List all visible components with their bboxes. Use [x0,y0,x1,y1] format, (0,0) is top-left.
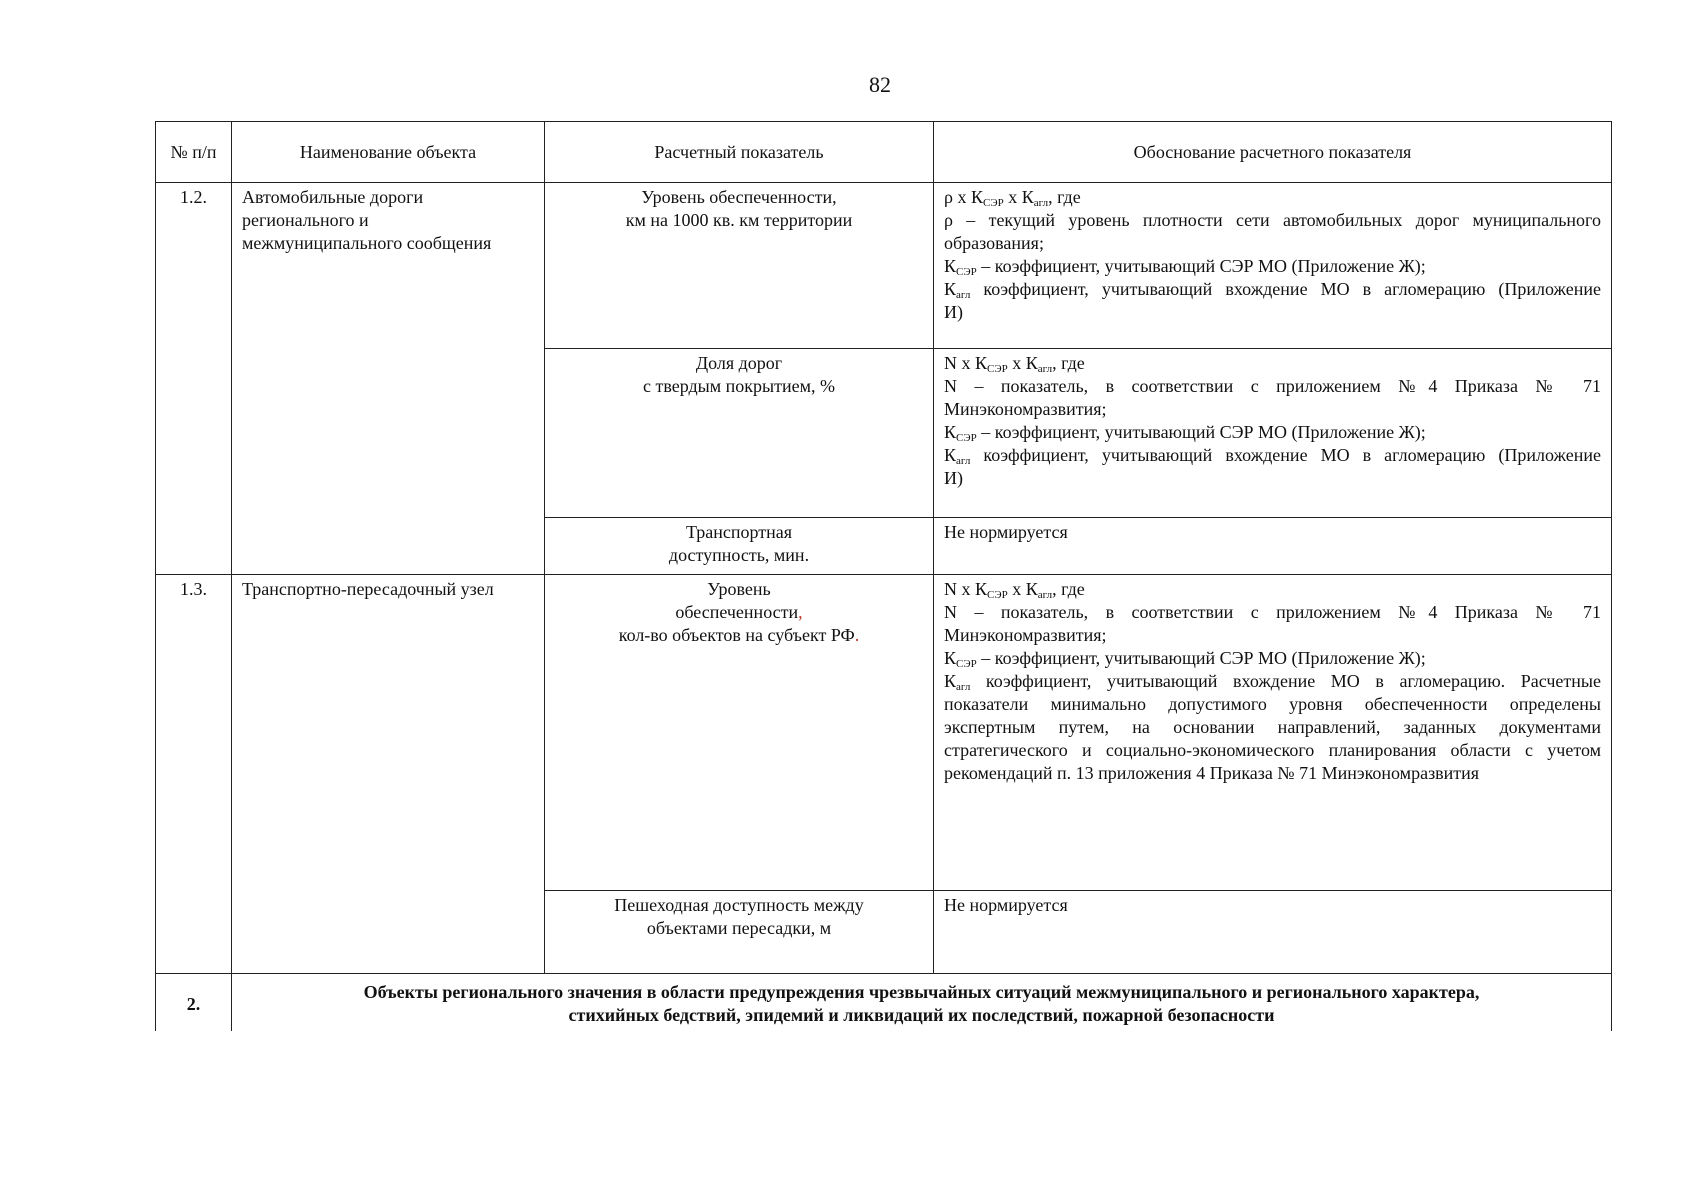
basis-cell [934,575,1612,891]
basis-cell: Не нормируется [934,891,1612,974]
indicator-line: доступность, мин. [668,545,810,565]
row-number: 1.2. [156,183,232,575]
basis-line: стратегического и социально-экономического планирования области с учетом [944,740,1601,760]
indicator-line: Пешеходная доступность между [614,895,864,915]
basis-cell [934,183,1612,349]
page-number: 82 [869,72,891,97]
section-number: 2. [156,974,232,1031]
basis-line: $К_{агл}$ коэффициент, учитывающий вхождение МО в агломерацию (Приложение [944,279,1601,301]
basis-line: образования; [944,233,1044,253]
basis-line: экспертным путем, на основании направлений, заданных документами [944,717,1601,737]
row-number: 1.3. [156,575,232,974]
header-name: Наименование объекта [232,122,545,183]
indicator-cell [545,518,934,575]
indicator-cell [545,575,934,891]
indicator-line: кол-во объектов на субъект РФ. [618,625,860,645]
header-indicator: Расчетный показатель [545,122,934,183]
basis-cell [934,349,1612,518]
object-name-line: Автомобильные дороги [242,187,424,207]
header-num: № п/п [156,122,232,183]
object-name-line: межмуниципального сообщения [242,233,492,253]
indicator-cell [545,349,934,518]
header-basis: Обоснование расчетного показателя [934,122,1612,183]
basis-line: Минэкономразвития; [944,399,1107,419]
object-name-line: регионального и [242,210,369,230]
indicator-line: Доля дорог [695,353,783,373]
basis-line: И) [944,468,963,488]
basis-line: $К_{СЭР}$ – коэффициент, учитывающий СЭР МО (Приложение Ж); [944,422,1426,444]
basis-cell: Не нормируется [934,518,1612,575]
indicator-line: км на 1000 кв. км территории [625,210,853,230]
indicator-cell [545,183,934,349]
basis-line: N – показатель, в соответствии с приложением №4 Приказа № 71 [944,376,1601,396]
indicator-line: Уровень [707,579,771,599]
indicator-line: обеспеченности, [675,602,803,622]
indicator-line: с твердым покрытием, % [643,376,835,396]
indicator-line: Транспортная [685,522,793,542]
indicator-line: объектами пересадки, м [646,918,832,938]
formula-line: N x $К_{СЭР}$ x $К_{агл}$, где [944,353,1085,375]
table-row [156,183,1612,349]
indicator-cell [545,891,934,974]
formula-line: N x $К_{СЭР}$ x $К_{агл}$, где [944,579,1085,601]
basis-line: Минэкономразвития; [944,625,1107,645]
basis-line: $К_{агл}$ коэффициент, учитывающий вхождение МО в агломерацию (Приложение [944,445,1601,467]
basis-line: показатели минимально допустимого уровня обеспеченности определены [944,694,1601,714]
object-name: Транспортно-пересадочный узел [232,575,545,974]
table-row [156,575,1612,891]
object-name [232,183,545,575]
formula-line: ρ x $К_{СЭР}$ x $К_{агл}$, где [944,187,1081,209]
basis-line: $К_{агл}$ коэффициент, учитывающий вхождение МО в агломерацию. Расчетные [944,671,1601,693]
basis-line: ρ – текущий уровень плотности сети автомобильных дорог муниципального [944,210,1601,230]
section-row [156,974,1612,1031]
indicator-line: Уровень обеспеченности, [641,187,837,207]
basis-line: И) [944,302,963,322]
basis-line: рекомендаций п. 13 приложения 4 Приказа № 71 Минэкономразвития [944,763,1480,783]
table-header-row [156,122,1612,183]
section-title: Объекты регионального значения в области предупреждения чрезвычайных ситуаций межмуниципального и регионального характера, стихийных бедствий, эпидемий и ликвидаций их последствий, пожарной безопасности [232,974,1612,1031]
basis-line: $К_{СЭР}$ – коэффициент, учитывающий СЭР МО (Приложение Ж); [944,648,1426,670]
basis-line: $К_{СЭР}$ – коэффициент, учитывающий СЭР МО (Приложение Ж); [944,256,1426,278]
indicators-table [155,121,1612,1031]
basis-line: N – показатель, в соответствии с приложением №4 Приказа № 71 [944,602,1601,622]
